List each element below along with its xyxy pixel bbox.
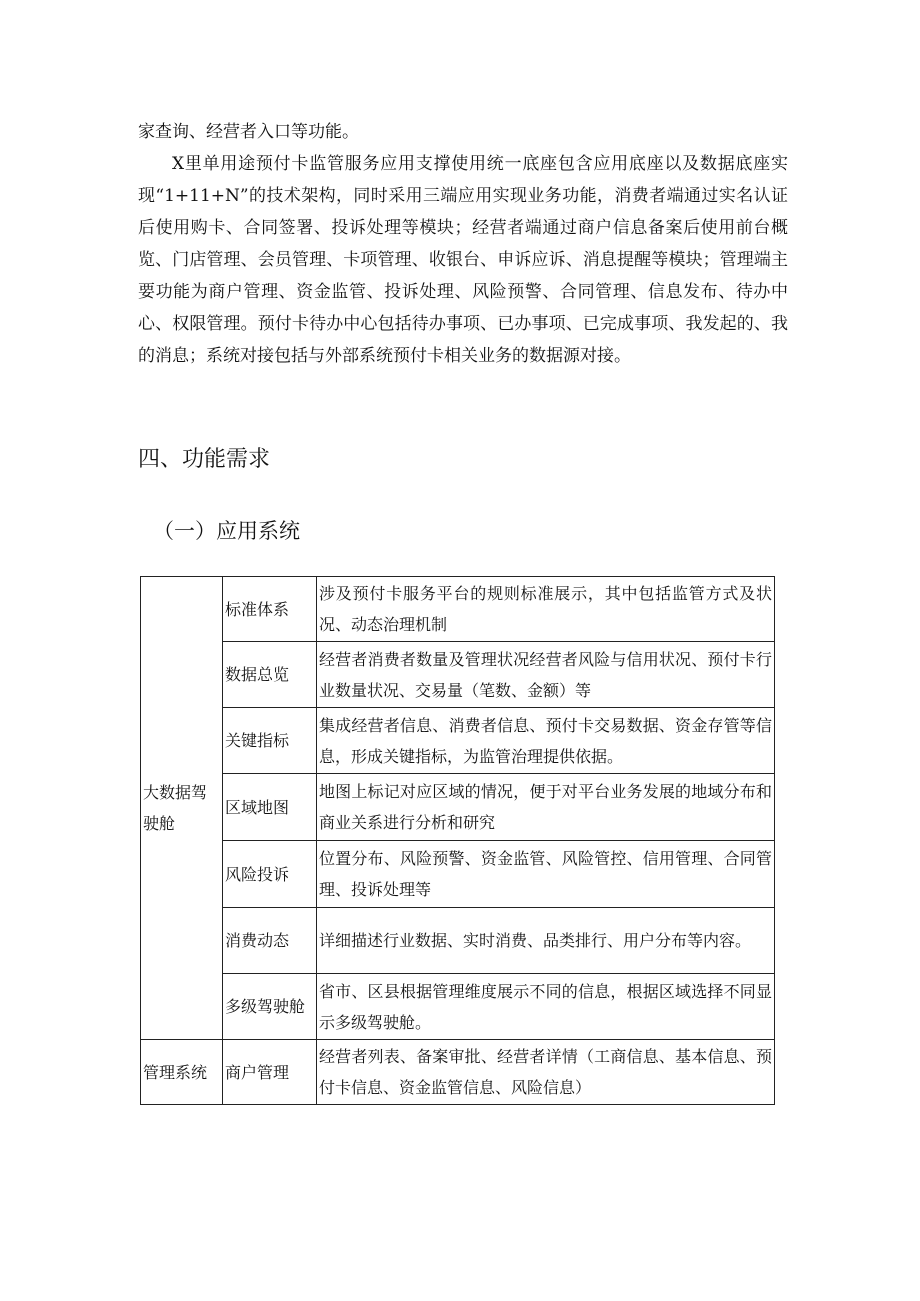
section-heading: 四、功能需求	[138, 447, 271, 472]
description-cell: 集成经营者信息、消费者信息、预付卡交易数据、资金存管等信息，形成关键指标，为监管治理提供依据。	[317, 708, 775, 774]
module-cell: 区域地图	[223, 774, 317, 841]
table-row	[141, 708, 775, 774]
description-cell: 省市、区县根据管理维度展示不同的信息，根据区域选择不同显示多级驾驶舱。	[317, 974, 775, 1040]
description-cell: 经营者列表、备案审批、经营者详情（工商信息、基本信息、预付卡信息、资金监管信息、风险信息）	[317, 1040, 775, 1105]
table-row	[141, 774, 775, 841]
module-cell: 风险投诉	[223, 841, 317, 908]
table-row	[141, 577, 775, 642]
table-row	[141, 908, 775, 974]
paragraph-continuation: 家查询、经营者入口等功能。	[138, 122, 359, 142]
description-cell: 地图上标记对应区域的情况，便于对平台业务发展的地域分布和商业关系进行分析和研究	[317, 774, 775, 841]
module-cell: 关键指标	[223, 708, 317, 774]
description-cell: 涉及预付卡服务平台的规则标准展示，其中包括监管方式及状况、动态治理机制	[317, 577, 775, 642]
module-cell: 数据总览	[223, 642, 317, 708]
table-row	[141, 841, 775, 908]
table-row	[141, 1040, 775, 1105]
description-cell: 详细描述行业数据、实时消费、品类排行、用户分布等内容。	[317, 908, 775, 974]
table-row	[141, 642, 775, 708]
module-cell: 商户管理	[223, 1040, 317, 1105]
description-cell: 经营者消费者数量及管理状况经营者风险与信用状况、预付卡行业数量状况、交易量（笔数、金额）等	[317, 642, 775, 708]
module-cell: 多级驾驶舱	[223, 974, 317, 1040]
paragraph-architecture: X里单用途预付卡监管服务应用支撑使用统一底座包含应用底座以及数据底座实现“1+11+N”的技术架构，同时采用三端应用实现业务功能，消费者端通过实名认证后使用购卡、合同签署、投诉处理等模块；经营者端通过商户信息备案后使用前台概览、门店管理、会员管理、卡项管理、收银台、申诉应诉、消息提醒等模块；管理端主要功能为商户管理、资金监管、投诉处理、风险预警、合同管理、信息发布、待办中心、权限管理。预付卡待办中心包括待办事项、已办事项、已完成事项、我发起的、我的消息；系统对接包括与外部系统预付卡相关业务的数据源对接。	[138, 154, 788, 366]
module-cell: 消费动态	[223, 908, 317, 974]
description-cell: 位置分布、风险预警、资金监管、风险管控、信用管理、合同管理、投诉处理等	[317, 841, 775, 908]
module-cell: 标准体系	[223, 577, 317, 642]
system-cell-cockpit: 大数据驾驶舱	[141, 577, 223, 1040]
table-row	[141, 974, 775, 1040]
system-cell-management: 管理系统	[141, 1040, 223, 1105]
requirements-table	[140, 576, 775, 1105]
subsection-heading: （一）应用系统	[153, 519, 300, 543]
